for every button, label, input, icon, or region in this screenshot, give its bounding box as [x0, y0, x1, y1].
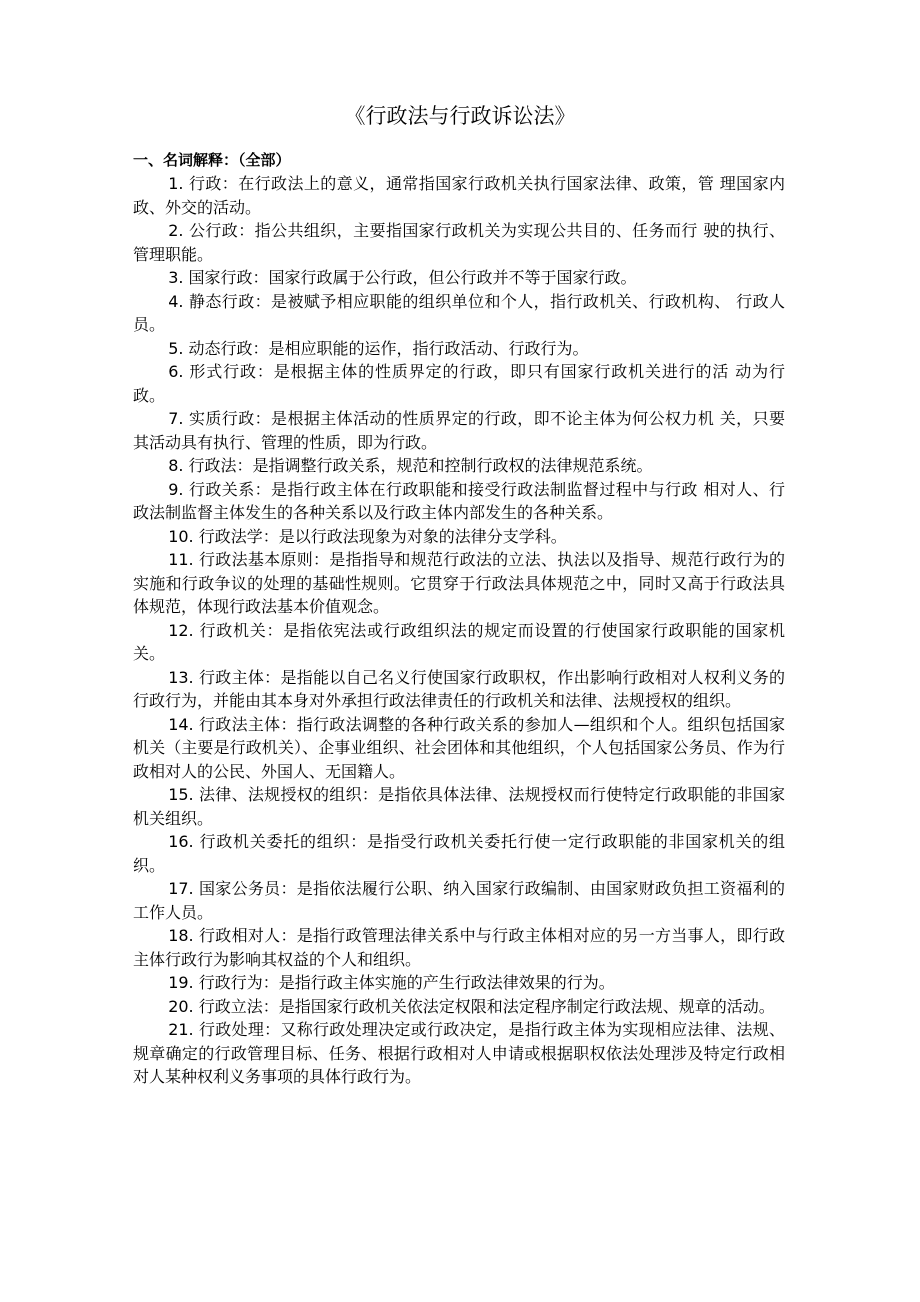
- definition-text: 行政主体：是指能以自己名义行使国家行政职权，作出影响行政相对人权利义务的行政行为，并能由其本身对外承担行政法律责任的行政机关和法律、法规授权的组织。: [133, 667, 785, 710]
- definition-item: [133, 830, 785, 877]
- definition-number: 19.: [168, 973, 194, 992]
- definition-item: [133, 172, 785, 219]
- definition-text: 静态行政：是被赋予相应职能的组织单位和个人，指行政机关、行政机构、 行政人员。: [133, 291, 786, 334]
- definition-item: [133, 290, 785, 337]
- definition-number: 10.: [168, 526, 194, 546]
- definition-list: [133, 172, 785, 1089]
- definition-text: 行政相对人：是指行政管理法律关系中与行政主体相对应的另一方当事人，即行政主体行政行为影响其权益的个人和组织。: [133, 926, 785, 969]
- definition-item: [133, 924, 785, 971]
- definition-number: 12.: [168, 620, 194, 640]
- definition-text: 行政机关：是指依宪法或行政组织法的规定而设置的行使国家行政职能的国家机关。: [133, 620, 785, 663]
- definition-item: [133, 1018, 785, 1089]
- definition-number: 1.: [168, 174, 184, 193]
- definition-number: 3.: [168, 268, 184, 287]
- definition-text: 行政关系：是指行政主体在行政职能和接受行政法制监督过程中与行政 相对人、行政法制监督主体发生的各种关系以及行政主体内部发生的各种关系。: [133, 479, 785, 522]
- definition-item: [133, 783, 785, 830]
- definition-number: 8.: [168, 456, 184, 475]
- definition-item: [133, 454, 785, 478]
- definition-item: [133, 971, 785, 995]
- definition-item: [133, 407, 785, 454]
- definition-number: 15.: [168, 785, 194, 804]
- definition-number: 4.: [168, 291, 184, 311]
- definition-text: 行政处理：又称行政处理决定或行政决定，是指行政主体为实现相应法律、法规、规章确定的行政管理目标、任务、根据行政相对人申请或根据职权依法处理涉及特定行政相对人某种权利义务事项的具体行政行为。: [133, 1020, 785, 1086]
- definition-number: 9.: [168, 479, 184, 499]
- definition-item: [133, 619, 785, 666]
- definition-item: [133, 337, 785, 361]
- definition-number: 18.: [168, 926, 194, 945]
- definition-number: 16.: [168, 832, 194, 851]
- definition-text: 行政法：是指调整行政关系，规范和控制行政权的法律规范系统。: [188, 456, 653, 475]
- definition-item: [133, 877, 785, 924]
- definition-text: 行政法基本原则：是指指导和规范行政法的立法、执法以及指导、规范行政行为的实施和行政争议的处理的基础性规则。它贯穿于行政法具体规范之中，同时又高于行政法具体规范，体现行政法基本价值观念。: [133, 550, 785, 616]
- definition-number: 7.: [168, 409, 184, 428]
- definition-item: [133, 525, 785, 549]
- section-heading: 一、名词解释：（全部）: [133, 151, 291, 169]
- definition-text: 行政行为：是指行政主体实施的产生行政法律效果的行为。: [198, 973, 615, 992]
- definition-number: 13.: [168, 667, 194, 687]
- definition-text: 动态行政：是相应职能的运作，指行政活动、行政行为。: [188, 338, 589, 358]
- definition-item: [133, 266, 785, 290]
- definition-number: 2.: [168, 221, 184, 240]
- document-title: 《行政法与行政诉讼法》: [344, 104, 576, 128]
- definition-text: 形式行政：是根据主体的性质界定的行政，即只有国家行政机关进行的活 动为行政。: [133, 362, 785, 405]
- definition-number: 17.: [168, 879, 194, 898]
- definition-text: 行政法学：是以行政法现象为对象的法律分支学科。: [198, 526, 567, 546]
- definition-text: 行政立法：是指国家行政机关依法定权限和法定程序制定行政法规、规章的活动。: [198, 996, 775, 1016]
- definition-item: [133, 666, 785, 713]
- definition-number: 20.: [168, 996, 194, 1016]
- definition-number: 11.: [168, 550, 194, 569]
- definition-number: 21.: [168, 1020, 194, 1039]
- definition-item: [133, 360, 785, 407]
- definition-item: [133, 548, 785, 619]
- definition-text: 国家行政：国家行政属于公行政，但公行政并不等于国家行政。: [188, 268, 637, 287]
- definition-text: 行政机关委托的组织：是指受行政机关委托行使一定行政职能的非国家机关的组织。: [133, 832, 785, 875]
- definition-number: 14.: [168, 714, 194, 734]
- definition-text: 实质行政：是根据主体活动的性质界定的行政，即不论主体为何公权力机 关，只要其活动具有执行、管理的性质，即为行政。: [133, 409, 785, 452]
- definition-item: [133, 995, 785, 1019]
- definition-text: 公行政：指公共组织，主要指国家行政机关为实现公共目的、任务而行 驶的执行、管理职能。: [133, 221, 785, 264]
- definition-text: 行政法主体：指行政法调整的各种行政关系的参加人—组织和个人。组织包括国家机关（主要是行政机关）、企事业组织、社会团体和其他组织，个人包括国家公务员、作为行政相对人的公民、外国人、无国籍人。: [133, 714, 785, 781]
- definition-text: 法律、法规授权的组织：是指依具体法律、法规授权而行使特定行政职能的非国家机关组织。: [133, 785, 785, 828]
- definition-text: 国家公务员：是指依法履行公职、纳入国家行政编制、由国家财政负担工资福利的工作人员。: [133, 879, 785, 922]
- definition-number: 5.: [168, 338, 184, 358]
- definition-item: [133, 219, 785, 266]
- definition-item: [133, 478, 785, 525]
- definition-item: [133, 713, 785, 784]
- definition-number: 6.: [168, 362, 184, 381]
- definition-text: 行政：在行政法上的意义，通常指国家行政机关执行国家法律、政策，管 理国家内政、外交的活动。: [133, 174, 785, 217]
